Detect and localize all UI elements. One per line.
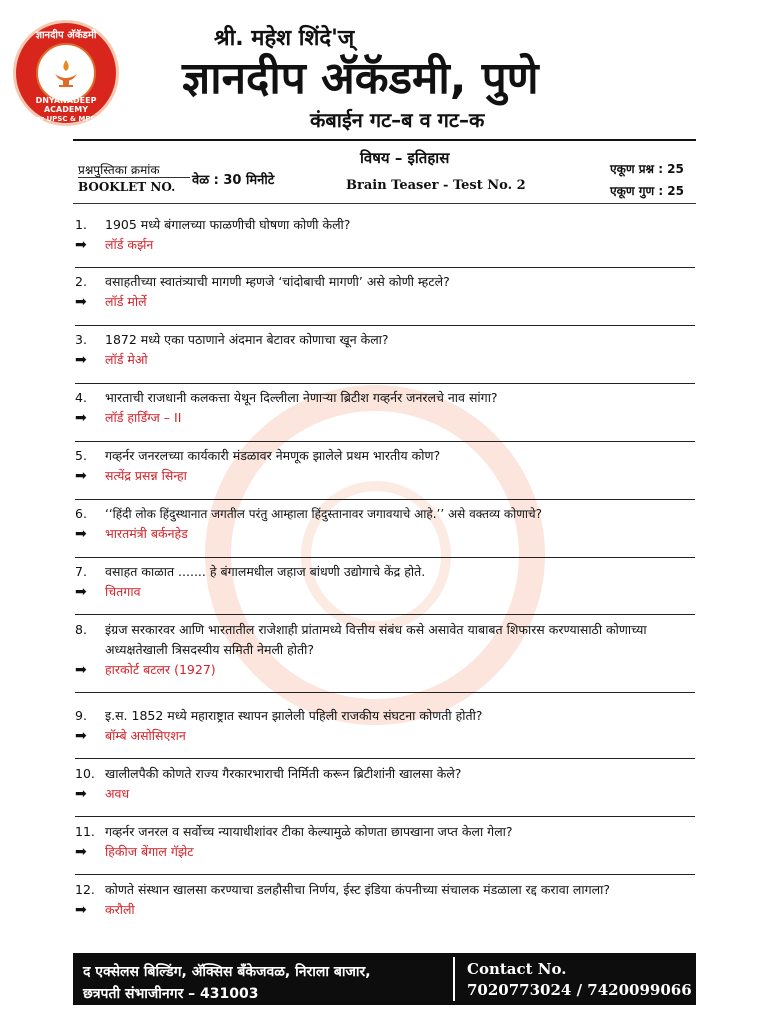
question-number: 1. — [75, 217, 87, 232]
question-item — [75, 504, 695, 544]
arrow-icon: ➡ — [75, 584, 87, 600]
page-title: ज्ञानदीप अ‍ॅकॅडमी, पुणे — [182, 53, 539, 104]
arrow-icon: ➡ — [75, 728, 87, 744]
question-item — [75, 330, 695, 370]
question-item — [75, 620, 695, 680]
logo-ring-text: DNYANADEEP ACADEMY — [35, 96, 97, 114]
question-divider — [75, 816, 695, 817]
subject: विषय – इतिहास — [360, 149, 450, 167]
arrow-icon: ➡ — [75, 786, 87, 802]
question-number: 9. — [75, 708, 87, 723]
question-text: गव्हर्नर जनरलच्या कार्यकारी मंडळावर नेमणूक झालेले प्रथम भारतीय कोण? — [105, 448, 441, 463]
question-text: खालीलपैकी कोणते राज्य गैरकारभाराची निर्मिती करून ब्रिटीशांनी खालसा केले? — [105, 766, 462, 781]
answer-text: सत्येंद्र प्रसन्न सिन्हा — [105, 468, 187, 483]
answer-text: बॉम्बे असोसिएशन — [105, 728, 186, 743]
question-divider — [75, 692, 695, 693]
arrow-icon: ➡ — [75, 410, 87, 426]
arrow-icon: ➡ — [75, 294, 87, 310]
question-item — [75, 822, 695, 862]
arrow-icon: ➡ — [75, 468, 87, 484]
lamp-icon — [49, 56, 83, 90]
question-text: वसाहतीच्या स्वातंत्र्याची मागणी म्हणजे ‘चांदोबाची मागणी’ असे कोणी म्हटले? — [105, 274, 450, 289]
academy-logo — [13, 20, 119, 126]
contact-numbers: 7020773024 / 7420099066 — [467, 981, 692, 999]
question-number: 4. — [75, 390, 87, 405]
question-divider — [75, 557, 695, 558]
question-number: 11. — [75, 824, 95, 839]
question-text: भारताची राजधानी कलकत्ता येथून दिल्लीला नेणाऱ्या ब्रिटीश गव्हर्नर जनरलचे नाव सांगा? — [105, 390, 498, 405]
question-text: वसाहत काळात ....... हे बंगालमधील जहाज बांधणी उद्योगाचे केंद्र होते. — [105, 564, 426, 579]
question-item — [75, 272, 695, 312]
arrow-icon: ➡ — [75, 352, 87, 368]
question-text: 1872 मध्ये एका पठाणाने अंदमान बेटावर कोणाचा खून केला? — [105, 332, 389, 347]
footer-divider — [453, 957, 455, 1001]
address-line-2: छत्रपती संभाजीनगर – 431003 — [83, 986, 259, 1002]
answer-text: चितगाव — [105, 584, 141, 599]
answer-text: लॉर्ड हार्डिंग्ज – II — [105, 410, 182, 425]
question-divider — [75, 383, 695, 384]
meta-divider — [73, 203, 696, 204]
question-text: कोणते संस्थान खालसा करण्याचा डलहौसीचा निर्णय, ईस्ट इंडिया कंपनीच्या संचालक मंडळाला रद्द करावा लागला? — [105, 882, 611, 897]
question-divider — [75, 874, 695, 875]
question-item — [75, 446, 695, 486]
arrow-icon: ➡ — [75, 237, 87, 253]
answer-text: लॉर्ड मोर्ले — [105, 294, 147, 309]
question-number: 7. — [75, 564, 87, 579]
question-text: ‘‘हिंदी लोक हिंदुस्थानात जगतील परंतु आम्हाला हिंदुस्तानावर जगावयाचे आहे.’’ असे वक्तव्य कोणाचे? — [105, 507, 543, 521]
arrow-icon: ➡ — [75, 526, 87, 542]
booklet-label-mr: प्रश्नपुस्तिका क्रमांक — [78, 163, 160, 177]
question-number: 8. — [75, 622, 87, 637]
exam-group: कंबाईन गट–ब व गट–क — [310, 108, 485, 132]
question-item — [75, 215, 695, 255]
question-number: 12. — [75, 882, 95, 897]
question-number: 2. — [75, 274, 87, 289]
question-divider — [75, 758, 695, 759]
question-item — [75, 706, 695, 746]
footer-contact — [467, 959, 692, 1001]
answer-text: लॉर्ड मेओ — [105, 352, 148, 367]
arrow-icon: ➡ — [75, 844, 87, 860]
header-subtitle: श्री. महेश शिंदे'ज् — [214, 26, 355, 51]
arrow-icon: ➡ — [75, 662, 87, 678]
question-divider — [75, 267, 695, 268]
question-number: 6. — [75, 506, 87, 521]
question-divider — [75, 441, 695, 442]
question-number: 10. — [75, 766, 95, 781]
logo-top-text: ज्ञानदीप अ‍ॅकॅडमी — [35, 30, 97, 41]
question-text: इ.स. 1852 मध्ये महाराष्ट्रात स्थापन झालेली पहिली राजकीय संघटना कोणती होती? — [105, 708, 483, 723]
question-divider — [75, 614, 695, 615]
question-text: इंग्रज सरकारवर आणि भारतातील राजेशाही प्रांतामध्ये वित्तीय संबंध कसे असावेत याबाबत शिफारस करण्यासाठी कोणाच्या अध्यक्षतेखाली त्रिसदस्यीय समिती नेमली होती? — [105, 622, 647, 657]
time-limit: वेळ : 30 मिनीटे — [192, 173, 275, 188]
question-item — [75, 880, 695, 920]
test-name: Brain Teaser - Test No. 2 — [346, 178, 526, 193]
total-questions: एकूण प्रश्न : 25 — [610, 162, 684, 176]
booklet-label-en: BOOKLET NO. — [78, 180, 176, 194]
question-text: गव्हर्नर जनरल व सर्वोच्च न्यायाधीशांवर टीका केल्यामुळे कोणता छापखाना जप्त केला गेला? — [105, 824, 513, 839]
question-number: 5. — [75, 448, 87, 463]
question-divider — [75, 325, 695, 326]
address-line-1: द एक्सेलस बिल्डिंग, अ‍ॅक्सिस बँकेजवळ, निराला बाजार, — [83, 964, 371, 980]
answer-text: लॉर्ड कर्झन — [105, 237, 154, 252]
question-item — [75, 562, 695, 602]
question-divider — [75, 499, 695, 500]
answer-text: हारकोर्ट बटलर (1927) — [105, 662, 216, 677]
question-number: 3. — [75, 332, 87, 347]
logo-bottom-text: For UPSC & MPSC — [31, 115, 101, 123]
answer-text: हिकीज बेंगाल गॅझेट — [105, 844, 194, 859]
answer-text: करौली — [105, 902, 135, 917]
total-marks: एकूण गुण : 25 — [610, 184, 684, 198]
question-item — [75, 388, 695, 428]
answer-text: भारतमंत्री बर्कनहेड — [105, 526, 188, 541]
arrow-icon: ➡ — [75, 902, 87, 918]
header-divider — [73, 139, 696, 141]
footer-bar — [73, 953, 696, 1005]
question-text: 1905 मध्ये बंगालच्या फाळणीची घोषणा कोणी केली? — [105, 217, 351, 232]
footer-address — [83, 961, 371, 1005]
booklet-underline — [78, 177, 190, 178]
question-item — [75, 764, 695, 804]
contact-label: Contact No. — [467, 960, 567, 978]
lamp-emblem — [36, 43, 96, 103]
answer-text: अवध — [105, 786, 130, 801]
